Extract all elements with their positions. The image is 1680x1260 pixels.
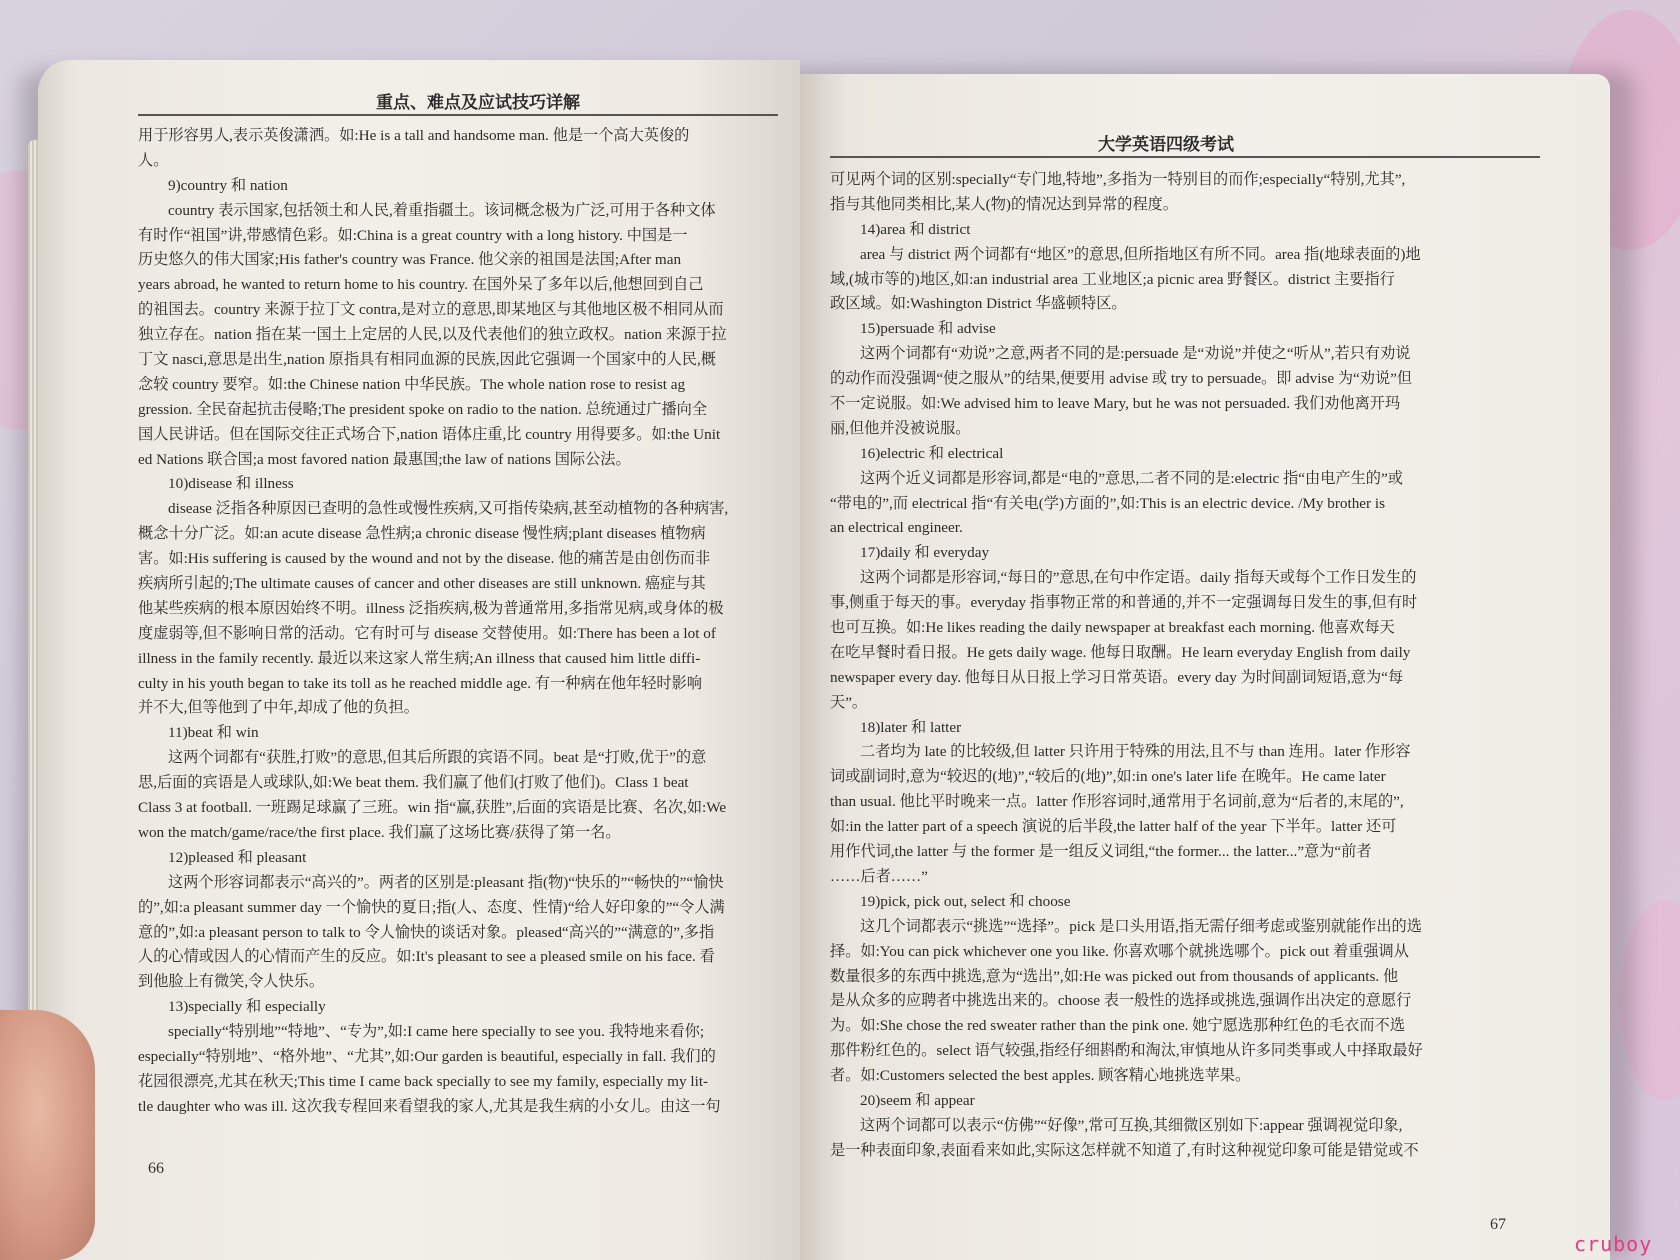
text-line: 17)daily 和 everyday xyxy=(860,544,990,562)
text-line: 意的”,如:a pleasant person to talk to 令人愉快的谈话对象。pleased“高兴的”“满意的”,多指 xyxy=(138,923,715,941)
text-line: 这两个词都有“获胜,打败”的意思,但其后所跟的宾语不同。beat 是“打败,优于”的意 xyxy=(168,749,707,767)
text-line: 这两个词都是形容词,“每日的”意思,在句中作定语。daily 指每天或每个工作日发生的 xyxy=(860,569,1417,587)
text-line: 指与其他同类相比,某人(物)的情况达到异常的程度。 xyxy=(830,195,1179,213)
text-line: gression. 全民奋起抗击侵略;The president spoke on radio to the nation. 总统通过广播向全 xyxy=(138,400,708,418)
header-rule xyxy=(138,114,778,116)
text-line: 的祖国去。country 来源于拉丁文 contra,是对立的意思,即某地区与其他地区极不相同从而 xyxy=(138,301,724,319)
right-page-body xyxy=(830,168,1540,1164)
text-line: 20)seem 和 appear xyxy=(860,1091,975,1109)
right-page-header: 大学英语四级考试 xyxy=(1098,135,1234,155)
text-line: area 与 district 两个词都有“地区”的意思,但所指地区有所不同。area 指(地球表面的)地 xyxy=(860,245,1421,263)
text-line: 11)beat 和 win xyxy=(168,724,259,742)
text-line: ……后者……” xyxy=(830,867,928,885)
text-line: 如:in the latter part of a speech 演说的后半段,the latter half of the year 下半年。latter 还可 xyxy=(830,818,1397,836)
text-line: 人。 xyxy=(138,151,169,169)
text-line: 历史悠久的伟大国家;His father's country was France. 他父亲的祖国是法国;After man xyxy=(138,251,682,269)
text-line: 数量很多的东西中挑选,意为“选出”,如:He was picked out from thousands of applicants. 他 xyxy=(830,967,1399,985)
text-line: 这两个近义词都是形容词,都是“电的”意思,二者不同的是:electric 指“由电产生的”或 xyxy=(860,469,1403,487)
right-page xyxy=(800,74,1610,1260)
text-line: Class 3 at football. 一班踢足球赢了三班。win 指“赢,获胜”,后面的宾语是比赛、名次,如:We xyxy=(138,799,727,817)
text-line: 也可互换。如:He likes reading the daily newspaper at breakfast each morning. 他喜欢每天 xyxy=(830,619,1395,637)
watermark: cruboy xyxy=(1574,1232,1653,1256)
text-line: 那件粉红色的。select 语气较强,指经仔细斟酌和淘汰,审慎地从许多同类事或人中择取最好 xyxy=(830,1042,1423,1060)
left-page-header: 重点、难点及应试技巧详解 xyxy=(376,93,580,113)
text-line: 域,(城市等的)地区,如:an industrial area 工业地区;a picnic area 野餐区。district 主要指行 xyxy=(830,270,1395,288)
text-line: 这两个词都有“劝说”之意,两者不同的是:persuade 是“劝说”并使之“听从”,若只有劝说 xyxy=(860,345,1411,363)
text-line: 不一定说服。如:We advised him to leave Mary, but he was not persuaded. 我们劝他离开玛 xyxy=(830,395,1401,413)
text-line: 是一种表面印象,表面看来如此,实际这怎样就不知道了,有时这种视觉印象可能是错觉或不 xyxy=(830,1141,1419,1159)
text-line: 16)electric 和 electrical xyxy=(860,444,1004,462)
text-line: 人的心情或因人的心情而产生的反应。如:It's pleasant to see a pleased smile on his face. 看 xyxy=(138,948,715,966)
text-line: 天”。 xyxy=(830,693,868,711)
text-line: newspaper every day. 他每日从日报上学习日常英语。every day 为时间副词短语,意为“每 xyxy=(830,668,1404,686)
text-line: “带电的”,而 electrical 指“有关电(学)方面的”,如:This is an electric device. /My brother is xyxy=(830,494,1386,512)
text-line: 到他脸上有微笑,令人快乐。 xyxy=(138,973,325,991)
text-line: 用作代词,the latter 与 the former 是一组反义词组,“the former... the latter...”意为“前者 xyxy=(830,843,1372,861)
text-line: 18)later 和 latter xyxy=(860,718,962,736)
left-page xyxy=(38,60,800,1260)
text-line: 19)pick, pick out, select 和 choose xyxy=(860,892,1071,910)
text-line: 这两个词都可以表示“仿佛”“好像”,常可互换,其细微区别如下:appear 强调视觉印象, xyxy=(860,1116,1403,1134)
left-page-number: 66 xyxy=(148,1160,164,1177)
text-line: 为。如:She chose the red sweater rather than the pink one. 她宁愿选那种红色的毛衣而不选 xyxy=(830,1017,1405,1035)
text-line: 15)persuade 和 advise xyxy=(860,320,996,338)
text-line: 他某些疾病的根本原因始终不明。illness 泛指疾病,极为普通常用,多指常见病,或身体的极 xyxy=(138,599,724,617)
text-line: 这两个形容词都表示“高兴的”。两者的区别是:pleasant 指(物)“快乐的”“畅快的”“愉快 xyxy=(168,873,724,891)
text-line: 政区域。如:Washington District 华盛顿特区。 xyxy=(830,295,1127,313)
text-line: an electrical engineer. xyxy=(830,519,963,537)
text-line: 这几个词都表示“挑选”“选择”。pick 是口头用语,指无需仔细考虑或鉴别就能作出的选 xyxy=(860,917,1422,935)
right-page-number: 67 xyxy=(1490,1216,1506,1233)
text-line: 是从众多的应聘者中挑选出来的。choose 表一般性的选择或挑选,强调作出决定的意愿行 xyxy=(830,992,1412,1010)
text-line: 事,侧重于每天的事。everyday 指事物正常的和普通的,并不一定强调每日发生的事,但有时 xyxy=(830,594,1418,612)
text-line: especially“特别地”、“格外地”、“尤其”,如:Our garden is beautiful, especially in fall. 我们的 xyxy=(138,1047,716,1065)
text-line: ed Nations 联合国;a most favored nation 最惠国;the law of nations 国际公法。 xyxy=(138,450,631,468)
text-line: 的动作而没强调“使之服从”的结果,便要用 advise 或 try to persuade。即 advise 为“劝说”但 xyxy=(830,370,1413,388)
text-line: years abroad, he wanted to return home to his country. 在国外呆了多年以后,他想回到自己 xyxy=(138,276,704,294)
text-line: 13)specially 和 especially xyxy=(168,998,326,1016)
text-line: 词或副词时,意为“较迟的(地)”,“较后的(地)”,如:in one's later life 在晚年。He came later xyxy=(830,768,1386,786)
text-line: 在吃早餐时看日报。He gets daily wage. 他每日取酬。He learn everyday English from daily xyxy=(830,643,1411,661)
text-line: 14)area 和 district xyxy=(860,220,971,238)
text-line: 概念十分广泛。如:an acute disease 急性病;a chronic disease 慢性病;plant diseases 植物病 xyxy=(138,525,706,543)
header-rule xyxy=(830,156,1540,158)
text-line: disease 泛指各种原因已查明的急性或慢性疾病,又可指传染病,甚至动植物的各种病害, xyxy=(168,500,729,518)
text-line: than usual. 他比平时晚来一点。latter 作形容词时,通常用于名词前,意为“后者的,末尾的”, xyxy=(830,793,1404,811)
text-line: 10)disease 和 illness xyxy=(168,475,294,493)
text-line: 疾病所引起的;The ultimate causes of cancer and other diseases are still unknown. 癌症与其 xyxy=(138,575,706,593)
text-line: 用于形容男人,表示英俊潇洒。如:He is a tall and handsome man. 他是一个高大英俊的 xyxy=(138,127,690,144)
text-line: 独立存在。nation 指在某一国土上定居的人民,以及代表他们的独立政权。nation 来源于拉 xyxy=(138,326,727,344)
left-page-body xyxy=(138,124,798,1120)
text-line: culty in his youth began to take its toll as he reached middle age. 有一种病在他年轻时影响 xyxy=(138,674,702,692)
text-line: 并不大,但等他到了中年,却成了他的负担。 xyxy=(138,699,419,717)
text-line: 害。如:His suffering is caused by the wound and not by the disease. 他的痛苦是由创伤而非 xyxy=(138,550,711,568)
text-line: illness in the family recently. 最近以来这家人常生病;An illness that caused him little diffi- xyxy=(138,649,701,667)
text-line: 丽,但他并没被说服。 xyxy=(830,419,971,437)
thumb xyxy=(0,1010,95,1260)
text-line: 12)pleased 和 pleasant xyxy=(168,848,307,866)
text-line: 9)country 和 nation xyxy=(168,176,288,194)
text-line: tle daughter who was ill. 这次我专程回来看望我的家人,尤其是我生病的小女儿。由这一句 xyxy=(138,1097,721,1115)
text-line: 国人民讲话。但在国际交往正式场合下,nation 语体庄重,比 country 用得要多。如:the Unit xyxy=(138,425,721,443)
text-line: 花园很漂亮,尤其在秋天;This time I came back specially to see my family, especially my lit- xyxy=(138,1072,709,1090)
text-line: won the match/game/race/the first place. 我们赢了这场比赛/获得了第一名。 xyxy=(138,823,621,841)
text-line: 思,后面的宾语是人或球队,如:We beat them. 我们赢了他们(打败了他们)。Class 1 beat xyxy=(138,774,689,792)
text-line: 者。如:Customers selected the best apples. 顾客精心地挑选苹果。 xyxy=(830,1067,1251,1085)
text-line: 度虚弱等,但不影响日常的活动。它有时可与 disease 交替使用。如:There has been a lot of xyxy=(138,624,716,642)
text-line: 的”,如:a pleasant summer day 一个愉快的夏日;指(人、态度、性情)“给人好印象的”“令人满 xyxy=(138,898,725,916)
text-line: 念较 country 要窄。如:the Chinese nation 中华民族。The whole nation rose to resist ag xyxy=(138,375,686,393)
text-line: country 表示国家,包括领土和人民,着重指疆土。该词概念极为广泛,可用于各种文体 xyxy=(168,201,716,219)
text-line: specially“特别地”“特地”、“专为”,如:I came here specially to see you. 我特地来看你; xyxy=(168,1023,705,1041)
text-line: 有时作“祖国”讲,带感情色彩。如:China is a great country with a long history. 中国是一 xyxy=(138,226,688,244)
text-line: 择。如:You can pick whichever one you like. 你喜欢哪个就挑选哪个。pick out 着重强调从 xyxy=(830,942,1409,960)
text-line: 丁文 nasci,意思是出生,nation 原指具有相同血源的民族,因此它强调一个国家中的人民,概 xyxy=(138,351,716,369)
text-line: 可见两个词的区别:specially“专门地,特地”,多指为一特别目的而作;especially“特别,尤其”, xyxy=(830,171,1406,188)
text-line: 二者均为 late 的比较级,但 latter 只许用于特殊的用法,且不与 than 连用。later 作形容 xyxy=(860,743,1411,761)
